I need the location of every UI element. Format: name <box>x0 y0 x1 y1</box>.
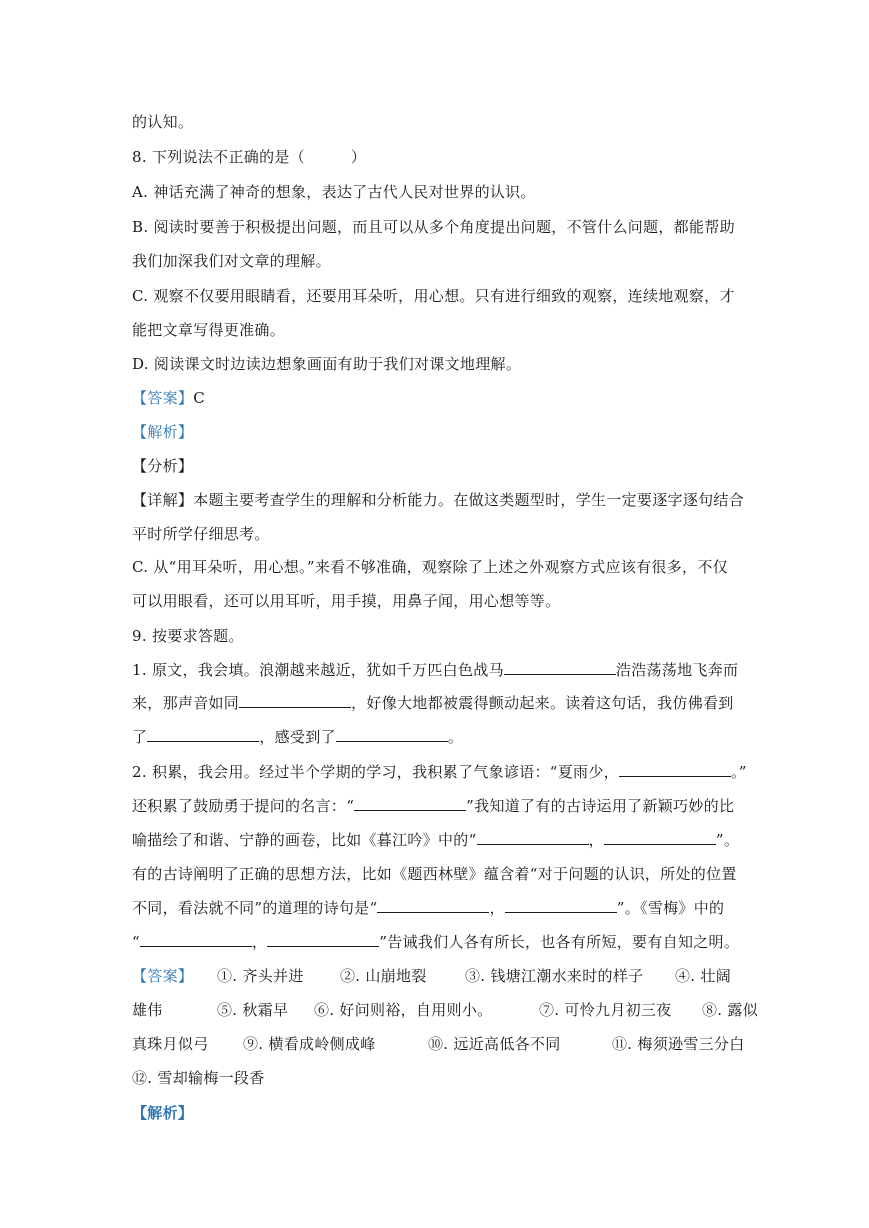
answer-item: ⑥. 好问则裕，自用则小。 <box>314 1001 493 1019</box>
q8-detail-line2: 平时所学仔细思考。 <box>132 525 270 543</box>
fill-blank-10 <box>505 898 617 913</box>
text-segment: ”。 <box>715 831 740 849</box>
answer-item: ⑩. 远近高低各不同 <box>428 1035 561 1053</box>
q9-part2-line3 <box>132 830 742 850</box>
fill-blank-3 <box>147 727 259 742</box>
q9-part1-line1 <box>132 660 742 680</box>
q8-option-c-line1: C. 观察不仅要用眼睛看，还要用耳朵听，用心想。只有进行细致的观察，连续地观察，才 <box>132 287 735 305</box>
q8-fenxi-tag: 【分析】 <box>132 457 194 475</box>
text-segment: ， <box>489 899 505 917</box>
q8-option-c-line2: 能把文章写得更准确。 <box>132 321 286 339</box>
intro-tail: 的认知。 <box>132 113 194 131</box>
text-segment: 。” <box>730 763 747 781</box>
q9-part1-line3 <box>132 727 742 747</box>
q9-answer-line4 <box>132 1068 742 1088</box>
text-segment: “ <box>132 933 140 951</box>
detail-text: 本题主要考查学生的理解和分析能力。在做这类题型时，学生一定要逐字逐句结合 <box>193 491 745 509</box>
text-segment: 了 <box>132 728 148 746</box>
fill-blank-5 <box>619 762 731 777</box>
q9-part1-line2 <box>132 693 742 713</box>
q8-explain-line2: 可以用眼看，还可以用耳听，用手摸，用鼻子闻，用心想等等。 <box>132 592 561 610</box>
q9-answer-line2 <box>132 1000 759 1020</box>
q8-option-d: D. 阅读课文时边读边想象画面有助于我们对课文地理解。 <box>132 355 522 373</box>
fill-blank-2 <box>239 693 351 708</box>
q9-part2-line4: 有的古诗阐明了正确的思想方法，比如《题西林壁》蕴含着“对于问题的认识，所处的位置 <box>132 865 737 883</box>
text-segment: 1. 原文，我会填。浪潮越来越近，犹如千万匹白色战马 <box>132 661 504 679</box>
text-segment: ”告诫我们人各有所长，也各有所短，要有自知之明。 <box>379 933 740 951</box>
q8-stem: 8. 下列说法不正确的是（ ） <box>132 148 367 166</box>
q9-answer-line3 <box>132 1034 745 1054</box>
fill-blank-7 <box>477 830 589 845</box>
q9-analysis-tag: 【解析】 <box>132 1104 194 1122</box>
q8-explain-line1: C. 从“用耳朵听，用心想。”来看不够准确，观察除了上述之外观察方式应该有很多，不仅 <box>132 558 728 576</box>
answer-value: C <box>193 389 205 407</box>
answer-item: ⑧. 露似 <box>702 1001 759 1019</box>
answer-item: ⑦. 可怜九月初三夜 <box>539 1001 672 1019</box>
q9-stem: 9. 按要求答题。 <box>132 627 244 645</box>
answer-tag: 【答案】 <box>132 389 194 407</box>
q8-option-b-line2: 我们加深我们对文章的理解。 <box>132 252 331 270</box>
text-segment: 2. 积累，我会用。经过半个学期的学习，我积累了气象谚语：“夏雨少， <box>132 763 619 781</box>
answer-item: ⑤. 秋霜早 <box>217 1001 289 1019</box>
q9-answer-line1 <box>132 966 742 986</box>
fill-blank-11 <box>140 932 252 947</box>
q8-detail-line1 <box>132 490 745 510</box>
text-segment: 来，那声音如同 <box>132 694 240 712</box>
answer-item: ⑪. 梅须逊雪三分白 <box>612 1035 745 1053</box>
fill-blank-1 <box>504 660 616 675</box>
fill-blank-9 <box>377 898 489 913</box>
answer-item: 真珠月似弓 <box>132 1035 209 1053</box>
text-segment: ”我知道了有的古诗运用了新颖巧妙的比 <box>466 797 735 815</box>
q8-analysis-tag: 【解析】 <box>132 423 194 441</box>
text-segment: 不同，看法就不同”的道理的诗句是“ <box>132 899 378 917</box>
text-segment: ， <box>251 933 268 951</box>
q8-answer <box>132 388 742 408</box>
answer-item: ①. 齐头并进 <box>217 967 304 985</box>
answer-item: ④. 壮阔 <box>675 967 732 985</box>
answer-item: ⑫. 雪却输梅一段香 <box>132 1069 265 1087</box>
q9-part2-line2 <box>132 796 742 816</box>
q9-part2-line6 <box>132 932 742 952</box>
text-segment: 浩浩荡荡地飞奔而 <box>615 661 739 679</box>
text-segment: ， <box>588 831 604 849</box>
detail-tag: 【详解】 <box>132 491 194 509</box>
answer-tag: 【答案】 <box>132 967 194 985</box>
text-segment: 还积累了鼓励勇于提问的名言：“ <box>132 797 355 815</box>
fill-blank-6 <box>354 796 466 811</box>
answer-item: ②. 山崩地裂 <box>340 967 427 985</box>
q9-part2-line1 <box>132 762 747 782</box>
answer-item: ⑨. 横看成岭侧成峰 <box>243 1035 376 1053</box>
answer-item: 雄伟 <box>132 1001 163 1019</box>
q9-part2-line5 <box>132 898 742 918</box>
fill-blank-8 <box>604 830 716 845</box>
text-segment: ，感受到了 <box>259 728 336 746</box>
text-segment: 。 <box>447 728 464 746</box>
text-segment: ”。《雪梅》中的 <box>616 899 725 917</box>
answer-item: ③. 钱塘江潮水来时的样子 <box>465 967 644 985</box>
text-segment: 喻描绘了和谐、宁静的画卷，比如《暮江吟》中的“ <box>132 831 477 849</box>
q8-option-a: A. 神话充满了神奇的想象，表达了古代人民对世界的认识。 <box>132 183 536 201</box>
fill-blank-4 <box>336 727 448 742</box>
fill-blank-12 <box>267 932 379 947</box>
q8-option-b-line1: B. 阅读时要善于积极提出问题，而且可以从多个角度提出问题，不管什么问题，都能帮助 <box>132 218 735 236</box>
text-segment: ，好像大地都被震得颤动起来。读着这句话，我仿佛看到 <box>351 694 734 712</box>
